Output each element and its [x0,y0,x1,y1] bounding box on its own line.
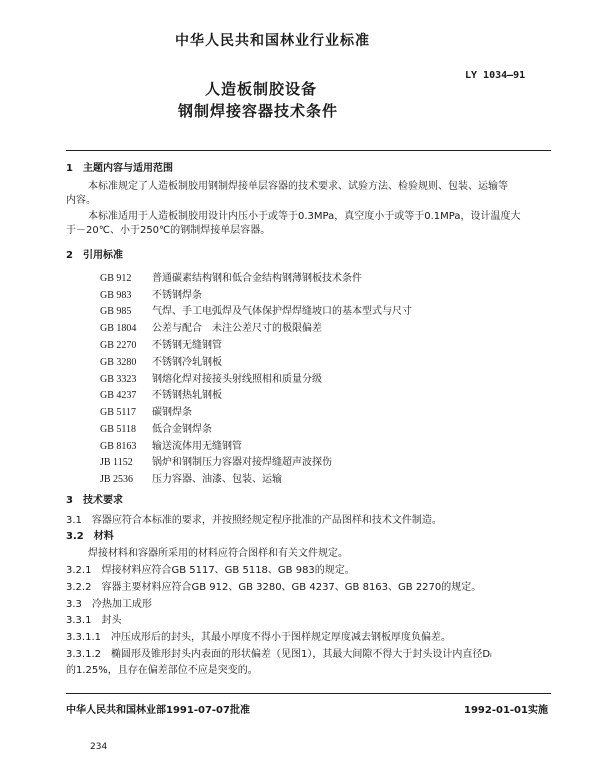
reference-code: JB 2536 [100,474,134,485]
clause-3-2-para: 焊接材料和容器所采用的材料应符合图样和有关文件规定。 [88,548,348,559]
reference-title: 不锈钢无缝钢管 [152,340,222,351]
reference-title: 压力容器、油漆、包装、运输 [152,474,282,485]
reference-item [100,386,222,401]
reference-item [100,336,222,351]
reference-code: GB 2270 [100,340,137,351]
reference-item [100,286,202,301]
section-1-heading: 1 主题内容与适用范围 [66,163,173,174]
reference-item [100,420,212,435]
reference-code: GB 1804 [100,323,137,334]
section-3-heading: 3 技术要求 [66,495,123,506]
clause-3-3-1-2-b: 的1.25%，且存在偏差部位不应是突变的。 [66,665,258,676]
clause-3-3-1-2-a: 3.3.1.2 椭圆形及锥形封头内表面的形状偏差（见图1），其最大间隙不得大于封头设计内直径Dᵢ [66,649,492,660]
reference-code: GB 4237 [100,390,137,401]
reference-title: 输送流体用无缝钢管 [152,441,242,452]
title-line-1: 人造板制胶设备 [205,80,318,98]
reference-title: 不锈钢焊条 [152,290,202,301]
clause-3-2: 3.2 材料 [66,531,114,542]
reference-code: GB 3280 [100,357,137,368]
reference-item [100,353,222,368]
clause-3-1: 3.1 容器应符合本标准的要求，并按照经规定程序批准的产品图样和技术文件制造。 [66,515,442,526]
section-1-para-1b: 内容。 [66,195,96,206]
reference-code: GB 983 [100,290,132,301]
reference-code: GB 912 [100,273,132,284]
page-number: 234 [90,742,108,752]
clause-3-3-1: 3.3.1 封头 [66,615,122,626]
reference-code: GB 5117 [100,407,137,418]
reference-item [100,269,362,284]
reference-code: JB 1152 [100,457,133,468]
approval-note: 中华人民共和国林业部1991-07-07批准 [66,705,250,716]
reference-item [100,453,332,468]
reference-code: GB 3323 [100,374,137,385]
reference-title: 钢熔化焊对接接头射线照相和质量分级 [152,374,322,385]
section-1-para-2b: 于－20℃、小于250℃的钢制焊接单层容器。 [66,225,271,236]
reference-title: 锅炉和钢制压力容器对接焊缝超声波探伤 [152,457,332,468]
reference-title: 公差与配合 未注公差尺寸的极限偏差 [152,323,322,334]
reference-title: 低合金钢焊条 [152,424,212,435]
section-1-para-2a: 本标准适用于人造板制胶用设计内压小于或等于0.3MPa，真空度小于或等于0.1MPa，设计温度大 [88,211,521,222]
standard-number: LY 1034—91 [465,70,526,81]
bottom-rule [66,693,551,694]
reference-item [100,470,282,485]
implementation-date: 1992-01-01实施 [464,705,548,716]
reference-title: 不锈钢热轧钢板 [152,390,222,401]
reference-code: GB 8163 [100,441,137,452]
standard-header: 中华人民共和国林业行业标准 [175,33,370,49]
reference-item [100,403,192,418]
clause-3-2-1: 3.2.1 焊接材料应符合GB 5117、GB 5118、GB 983的规定。 [66,565,355,576]
reference-title: 不锈钢冷轧钢板 [152,357,222,368]
reference-code: GB 985 [100,306,132,317]
title-line-2: 钢制焊接容器技术条件 [178,102,339,120]
reference-title: 普通碳素结构钢和低合金结构钢薄钢板技术条件 [152,273,362,284]
reference-title: 碳钢焊条 [152,407,192,418]
reference-title: 气焊、手工电弧焊及气体保护焊焊缝坡口的基本型式与尺寸 [152,306,412,317]
clause-3-2-2: 3.2.2 容器主要材料应符合GB 912、GB 3280、GB 4237、GB 8163、GB 2270的规定。 [66,582,482,593]
section-2-heading: 2 引用标准 [66,250,123,261]
reference-item [100,319,322,334]
reference-item [100,370,322,385]
section-1-para-1a: 本标准规定了人造板制胶用钢制焊接单层容器的技术要求、试验方法、检验规则、包装、运输等 [88,181,508,192]
clause-3-3-1-1: 3.3.1.1 冲压成形后的封头，其最小厚度不得小于图样规定厚度减去钢板厚度负偏差。 [66,632,451,643]
top-rule [66,150,551,151]
clause-3-3: 3.3 冷热加工成形 [66,599,152,610]
reference-item [100,437,242,452]
reference-code: GB 5118 [100,424,137,435]
reference-item [100,302,412,317]
